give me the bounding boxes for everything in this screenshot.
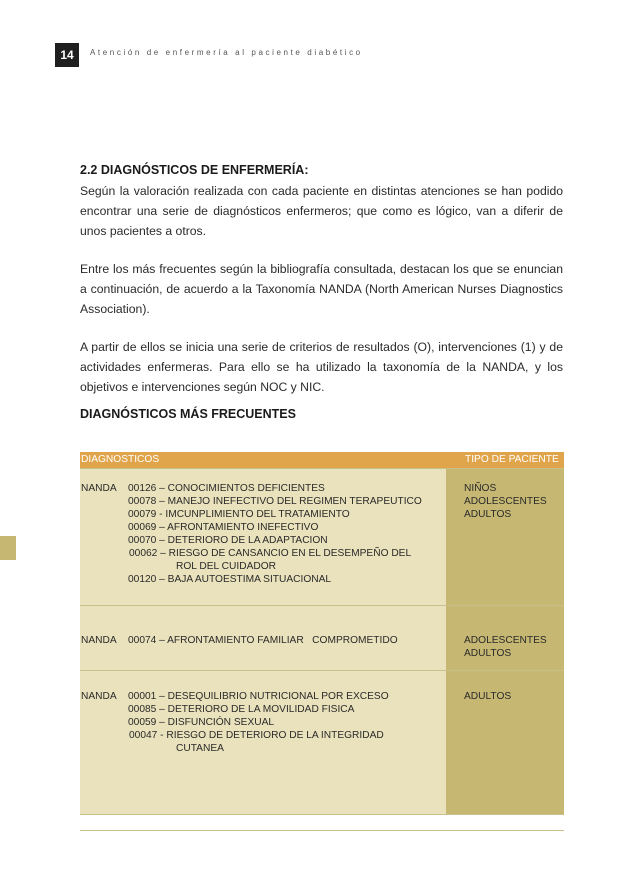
- paragraph-3: A partir de ellos se inicia una serie de criterios de resultados (O), intervenciones (1) y de actividades enfermeras. Para ello se ha utilizado la taxonomía de la NANDA, y los objetivos e intervenciones según NOC y NIC.: [80, 340, 563, 394]
- patient-type: ADULTOS: [464, 648, 512, 659]
- diagnosis-line: 00070 – DETERIORO DE LA ADAPTACION: [128, 535, 328, 546]
- diagnosis-line: ROL DEL CUIDADOR: [176, 561, 277, 572]
- table-bottom-rule: [80, 830, 564, 831]
- diagnosis-line: 00062 – RIESGO DE CANSANCIO EN EL DESEMPEÑO DEL: [129, 548, 412, 559]
- diagnosis-line: 00120 – BAJA AUTOESTIMA SITUACIONAL: [128, 574, 332, 585]
- patient-type: ADOLESCENTES: [464, 496, 547, 507]
- nanda-label: NANDA: [81, 635, 117, 646]
- patient-type: ADULTOS: [464, 509, 512, 520]
- diagnosis-line: 00078 – MANEJO INEFECTIVO DEL REGIMEN TERAPEUTICO: [128, 496, 422, 507]
- diagnosis-line: 00079 - IMCUNPLIMIENTO DEL TRATAMIENTO: [128, 509, 350, 520]
- patient-type: ADULTOS: [464, 691, 512, 702]
- section-body: [80, 163, 563, 421]
- diagnosis-line: 00047 - RIESGO DE DETERIORO DE LA INTEGRIDAD: [129, 730, 384, 741]
- running-title: Atención de enfermería al paciente diabético: [90, 48, 363, 57]
- table-row: [80, 671, 564, 815]
- side-color-tab: [0, 536, 16, 560]
- nanda-label: NANDA: [81, 691, 117, 702]
- diagnosis-line: 00085 – DETERIORO DE LA MOVILIDAD FISICA: [128, 704, 355, 715]
- diagnosis-line: 00126 – CONOCIMIENTOS DEFICIENTES: [128, 483, 325, 494]
- patient-type: ADOLESCENTES: [464, 635, 547, 646]
- diagnosis-line: 00059 – DISFUNCIÓN SEXUAL: [128, 717, 275, 728]
- diagnosis-line: CUTANEA: [176, 743, 224, 754]
- diagnosis-line: 00074 – AFRONTAMIENTO FAMILIAR COMPROMETIDO: [128, 635, 398, 646]
- table-header: [80, 452, 564, 468]
- section-title: 2.2 DIAGNÓSTICOS DE ENFERMERÍA:: [80, 163, 309, 177]
- patient-type: NIÑOS: [464, 483, 497, 494]
- nanda-label: NANDA: [81, 483, 117, 494]
- header-tipo-paciente: TIPO DE PACIENTE: [465, 454, 559, 465]
- header-diagnosticos: DIAGNOSTICOS: [81, 454, 160, 465]
- page-number: 14: [55, 43, 79, 67]
- subheading: DIAGNÓSTICOS MÁS FRECUENTES: [80, 407, 296, 421]
- diagnosis-line: 00069 – AFRONTAMIENTO INEFECTIVO: [128, 522, 319, 533]
- diagnosis-line: 00001 – DESEQUILIBRIO NUTRICIONAL POR EXCESO: [128, 691, 389, 702]
- table-row: [80, 468, 564, 606]
- paragraph-1: Según la valoración realizada con cada paciente en distintas atenciones se han podido encontrar una serie de diagnósticos enfermeros; que como es lógico, van a diferir de unos pacientes a otros.: [80, 184, 563, 238]
- diagnoses-table: [80, 452, 564, 815]
- paragraph-2: Entre los más frecuentes según la bibliografía consultada, destacan los que se enuncian a continuación, de acuerdo a la Taxonomía NANDA (North American Nurses Diagnostics Association).: [80, 262, 563, 316]
- table-row: [80, 606, 564, 671]
